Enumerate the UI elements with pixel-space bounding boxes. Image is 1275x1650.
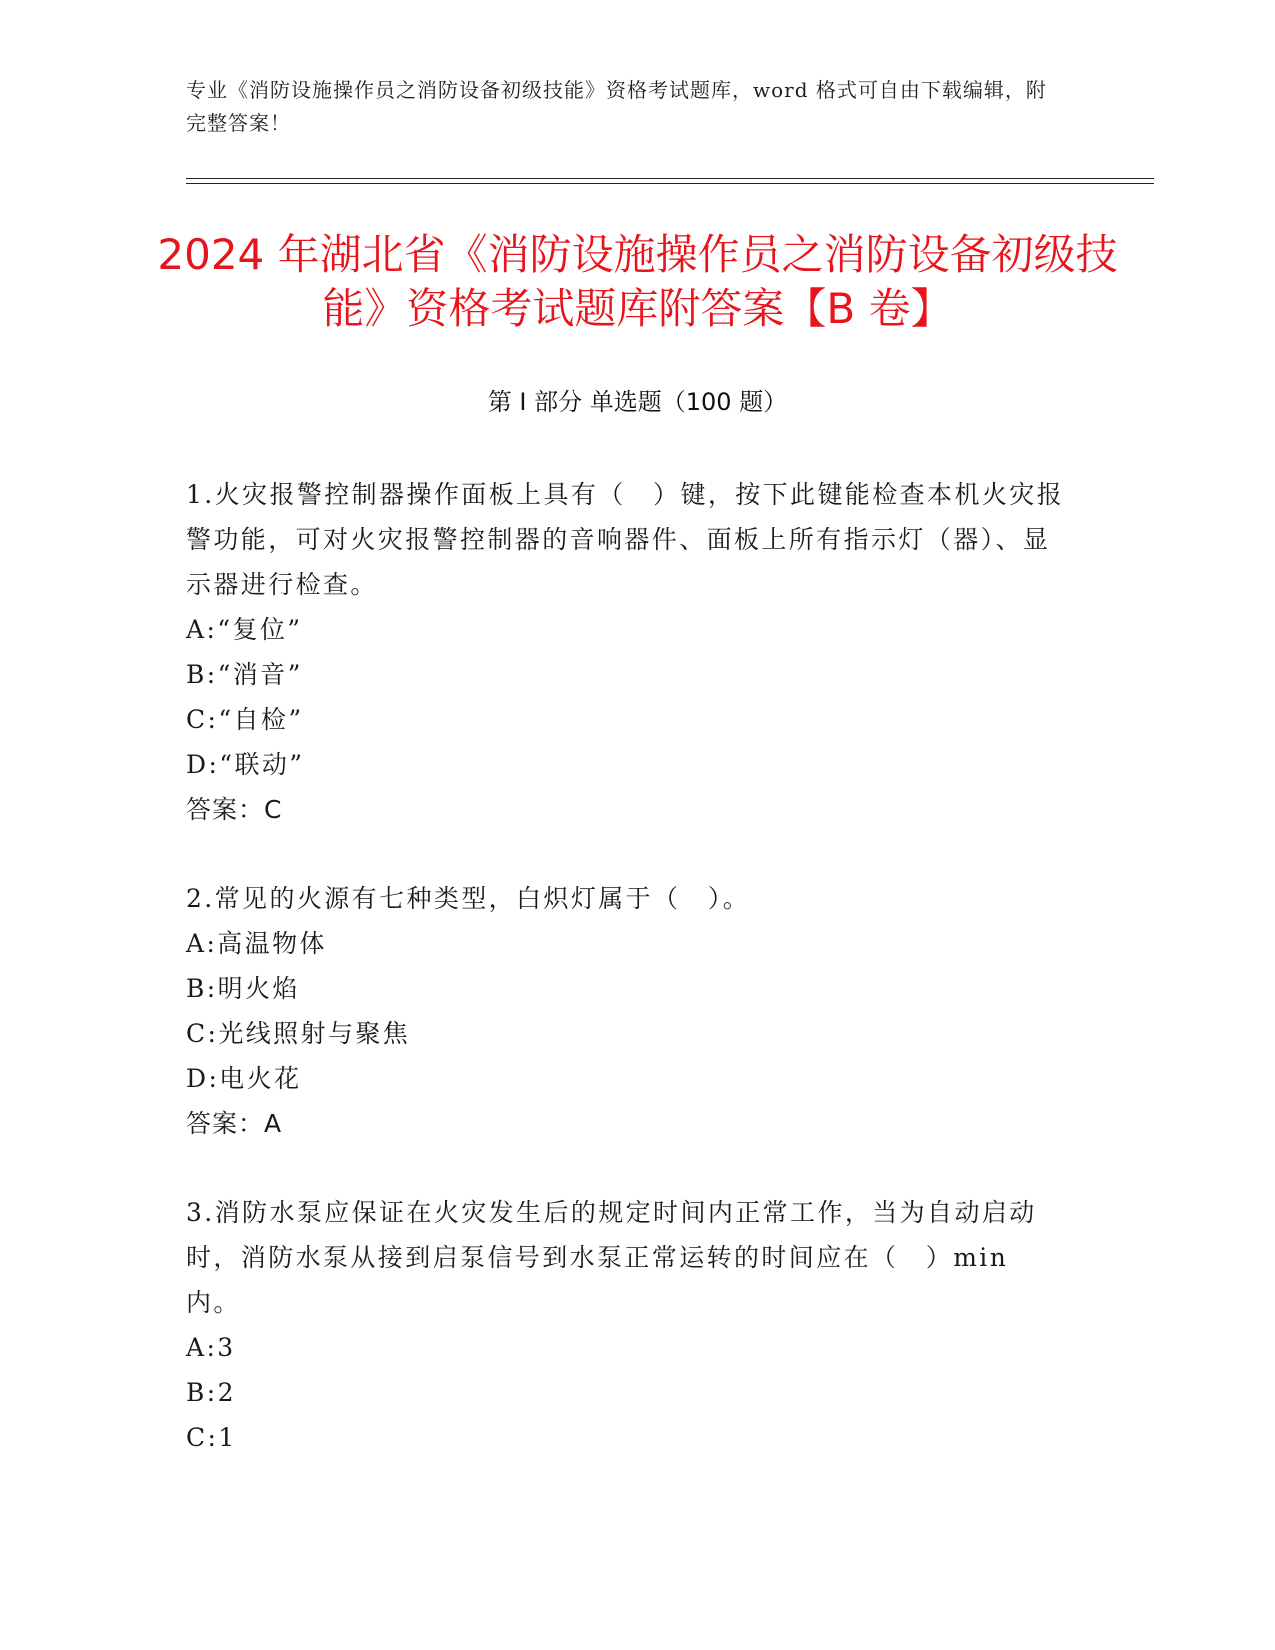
question-stem: 2.常见的火源有七种类型，白炽灯属于（ ）。 [186,884,751,913]
option-c: C:光线照射与聚焦 [186,1019,411,1048]
option-b: B:2 [186,1378,236,1407]
option-a: A:3 [186,1333,236,1362]
section-heading: 第 I 部分 单选题（100 题） [487,388,788,416]
option-b: B:“消音” [186,660,303,689]
question-item [186,876,1066,1146]
document-title: 2024 年湖北省《消防设施操作员之消防设备初级技能》资格考试题库附答案【B 卷】 [157,230,1118,333]
header-note: 专业《消防设施操作员之消防设备初级技能》资格考试题库，word 格式可自由下载编辑，附完整答案！ [186,78,1047,135]
option-d: D:电火花 [186,1064,302,1093]
option-a: A:高温物体 [186,929,327,958]
header-divider-bottom [186,183,1154,184]
option-d: D:“联动” [186,750,305,779]
header-divider-top [186,178,1154,179]
question-stem: 1.火灾报警控制器操作面板上具有（ ）键，按下此键能检查本机火灾报警功能，可对火灾报警控制器的音响器件、面板上所有指示灯（器）、显示器进行检查。 [186,480,1065,599]
option-c: C:1 [186,1423,237,1452]
question-item [186,472,1066,832]
answer-label: 答案：A [186,1109,283,1138]
option-c: C:“自检” [186,705,304,734]
question-stem: 3.消防水泵应保证在火灾发生后的规定时间内正常工作，当为自动启动时，消防水泵从接到启泵信号到水泵正常运转的时间应在（ ）min 内。 [186,1198,1037,1317]
answer-label: 答案：C [186,795,283,824]
option-b: B:明火焰 [186,974,300,1003]
question-list [186,472,1066,1504]
question-item [186,1190,1066,1460]
option-a: A:“复位” [186,615,303,644]
